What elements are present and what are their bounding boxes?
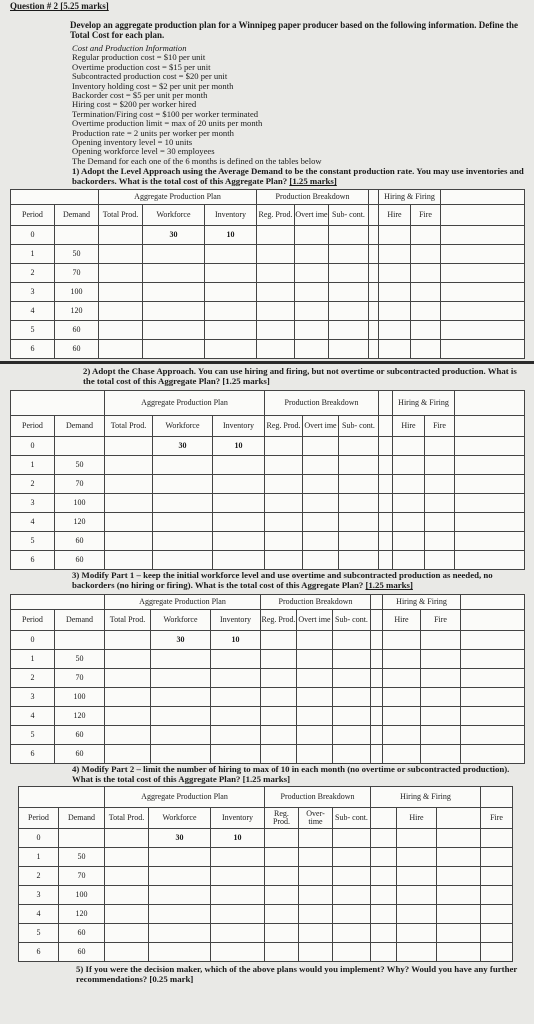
table-row: 3 100 <box>11 283 525 302</box>
info-line: Opening workforce level = 30 employees <box>72 146 215 157</box>
col-inventory: Inventory <box>211 808 265 829</box>
table-row: 4 120 <box>11 302 525 321</box>
plan-table-2 <box>10 390 525 570</box>
col-workforce: Workforce <box>153 416 213 437</box>
question-4-marks: [1.25 marks] <box>242 774 291 785</box>
info-line: The Demand for each one of the 6 months is defined on the tables below <box>72 155 322 166</box>
table-row: 3 100 <box>11 688 525 707</box>
col-overtime: Over- time <box>299 808 333 829</box>
col-hire: Hire <box>383 610 421 631</box>
col-inventory: Inventory <box>205 205 257 226</box>
table-row: 5 60 <box>11 532 525 551</box>
col-workforce: Workforce <box>151 610 211 631</box>
info-line: Regular production cost = $10 per unit <box>72 52 206 63</box>
table-row: 3 100 <box>11 494 525 513</box>
col-hire: Hire <box>379 205 411 226</box>
question-3 <box>72 570 526 590</box>
question-5 <box>76 964 526 984</box>
table-row: 5 60 <box>19 924 513 943</box>
col-demand: Demand <box>55 416 105 437</box>
col-subcont: Sub- cont. <box>329 205 369 226</box>
table-row: 0 30 10 <box>11 631 525 650</box>
col-demand: Demand <box>55 205 99 226</box>
group-production-breakdown: Production Breakdown <box>257 190 369 205</box>
info-line: Subcontracted production cost = $20 per unit <box>72 71 228 82</box>
table-row: 1 50 <box>11 245 525 264</box>
table-row: 1 50 <box>11 456 525 475</box>
group-production-breakdown: Production Breakdown <box>261 595 371 610</box>
intro-text: Develop an aggregate production plan for a Winnipeg paper producer based on the following information. Define the Total Cost for each plan. <box>70 20 518 40</box>
col-fire: Fire <box>421 610 461 631</box>
info-line: Overtime production cost = $15 per unit <box>72 61 211 72</box>
table-row: 0 30 10 <box>11 226 525 245</box>
info-line: Opening inventory level = 10 units <box>72 137 193 148</box>
table-row: 0 30 10 <box>19 829 513 848</box>
col-reg-prod: Reg. Prod. <box>257 205 295 226</box>
group-hiring-firing: Hiring & Firing <box>393 391 455 416</box>
group-aggregate-plan: Aggregate Production Plan <box>105 787 265 808</box>
col-total-prod: Total Prod. <box>99 205 143 226</box>
col-hire: Hire <box>393 416 425 437</box>
col-period: Period <box>11 610 55 631</box>
group-production-breakdown: Production Breakdown <box>265 391 379 416</box>
col-reg-prod: Reg. Prod. <box>265 416 303 437</box>
question-4 <box>72 764 526 784</box>
col-period: Period <box>11 205 55 226</box>
plan-table-4 <box>18 786 513 962</box>
group-hiring-firing: Hiring & Firing <box>379 190 441 205</box>
col-inventory: Inventory <box>213 416 265 437</box>
info-line: Termination/Firing cost = $100 per worker terminated <box>72 108 259 119</box>
col-demand: Demand <box>55 610 105 631</box>
question-3-marks: [1.25 marks] <box>365 580 413 591</box>
info-line: Backorder cost = $5 per unit per month <box>72 90 208 101</box>
group-aggregate-plan: Aggregate Production Plan <box>99 190 257 205</box>
col-workforce: Workforce <box>149 808 211 829</box>
table-row: 4 120 <box>19 905 513 924</box>
cost-info-title: Cost and Production Information <box>72 43 187 53</box>
info-line: Production rate = 2 units per worker per month <box>72 127 234 138</box>
question-2-marks: [1.25 marks] <box>222 376 270 387</box>
group-hiring-firing: Hiring & Firing <box>383 595 461 610</box>
question-5-text: 5) If you were the decision maker, which of the above plans would you implement? Why? Would you have any further recommendations? <box>76 964 518 985</box>
table-row: 5 60 <box>11 321 525 340</box>
question-4-text: 4) Modify Part 2 – limit the number of hiring to max of 10 in each month (no overtime or subcontracted production). What is the total cost of this Aggregate Plan? <box>72 764 510 785</box>
info-line: Overtime production limit = max of 20 units per month <box>72 118 263 129</box>
question-3-text: 3) Modify Part 1 – keep the initial workforce level and use overtime and subcontracted production as needed, no backorders (no hiring or firing). What is the total cost of this Aggregate Plan? <box>72 570 493 591</box>
col-inventory: Inventory <box>211 610 261 631</box>
question-1-text: 1) Adopt the Level Approach using the Average Demand to be the constant production rate. You may use inventories and backorders. What is the total cost of this Aggregate Plan? <box>72 166 524 187</box>
col-hire: Hire <box>397 808 437 829</box>
table-row: 2 70 <box>11 475 525 494</box>
col-workforce: Workforce <box>143 205 205 226</box>
col-fire: Fire <box>481 808 513 829</box>
table-row: 5 60 <box>11 726 525 745</box>
table-row: 1 50 <box>11 650 525 669</box>
table-row: 4 120 <box>11 707 525 726</box>
col-overtime: Overt ime <box>303 416 339 437</box>
table-row: 6 60 <box>11 551 525 570</box>
col-reg-prod: Reg. Prod. <box>265 808 299 829</box>
col-total-prod: Total Prod. <box>105 610 151 631</box>
table-row: 2 70 <box>19 867 513 886</box>
section-divider <box>0 361 534 364</box>
question-heading: Question # 2 [5.25 marks] <box>10 1 109 11</box>
col-period: Period <box>11 416 55 437</box>
col-fire: Fire <box>411 205 441 226</box>
table-row: 2 70 <box>11 264 525 283</box>
question-5-marks: [0.25 mark] <box>149 974 194 985</box>
table-row: 1 50 <box>19 848 513 867</box>
question-1 <box>72 166 526 186</box>
cost-info <box>72 44 526 166</box>
table-row: 6 60 <box>11 745 525 764</box>
col-subcont: Sub- cont. <box>333 610 371 631</box>
col-total-prod: Total Prod. <box>105 416 153 437</box>
col-demand: Demand <box>59 808 105 829</box>
blank-header <box>11 190 99 205</box>
col-fire: Fire <box>425 416 455 437</box>
table-row: 6 60 <box>11 340 525 359</box>
table-row: 4 120 <box>11 513 525 532</box>
col-subcont: Sub- cont. <box>333 808 371 829</box>
group-hiring-firing: Hiring & Firing <box>371 787 481 808</box>
col-total-prod: Total Prod. <box>105 808 149 829</box>
table-row: 0 30 10 <box>11 437 525 456</box>
group-aggregate-plan: Aggregate Production Plan <box>105 391 265 416</box>
plan-table-1 <box>10 189 525 359</box>
col-period: Period <box>19 808 59 829</box>
col-subcont: Sub- cont. <box>339 416 379 437</box>
info-line: Inventory holding cost = $2 per unit per month <box>72 80 234 91</box>
info-line: Hiring cost = $200 per worker hired <box>72 99 197 110</box>
question-1-marks: [1.25 marks] <box>289 176 337 187</box>
col-overtime: Overt ime <box>297 610 333 631</box>
table-row: 6 60 <box>19 943 513 962</box>
table-row: 3 100 <box>19 886 513 905</box>
group-production-breakdown: Production Breakdown <box>265 787 371 808</box>
question-2 <box>83 366 526 386</box>
table-row: 2 70 <box>11 669 525 688</box>
plan-table-3 <box>10 594 525 764</box>
question-2-text: 2) Adopt the Chase Approach. You can use hiring and firing, but not overtime or subcontracted production. What is the total cost of this Aggregate Plan? <box>83 366 517 387</box>
col-overtime: Overt ime <box>295 205 329 226</box>
group-aggregate-plan: Aggregate Production Plan <box>105 595 261 610</box>
col-reg-prod: Reg. Prod. <box>261 610 297 631</box>
